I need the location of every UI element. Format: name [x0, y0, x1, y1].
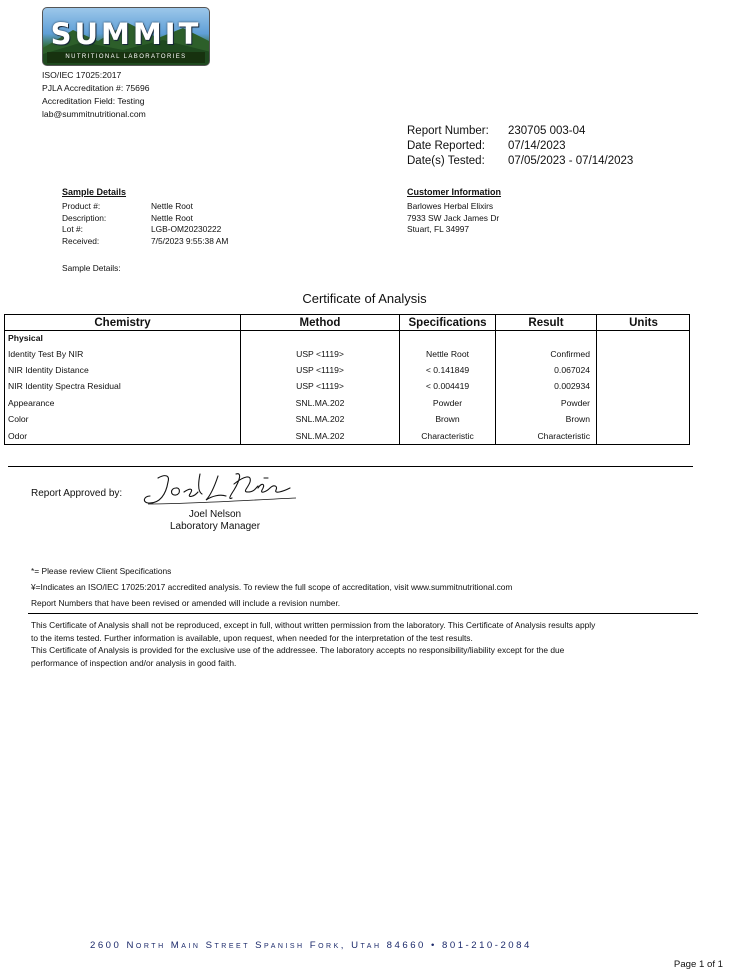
disclaimer: [31, 619, 721, 669]
approver: [150, 509, 280, 532]
logo-wordmark: SUMMIT: [50, 17, 202, 51]
date-reported: 07/14/2023: [508, 140, 566, 152]
method: SNL.MA.202: [295, 431, 345, 441]
analyte: Odor: [8, 431, 28, 441]
customer-line: Barlowes Herbal Elixirs: [407, 201, 494, 211]
note-line: Report Numbers that have been revised or amended will include a revision number.: [31, 598, 341, 608]
col-chemistry: Chemistry: [94, 317, 151, 329]
accreditation-line: ISO/IEC 17025:2017: [42, 70, 122, 80]
customer-line: 7933 SW Jack James Dr: [407, 212, 500, 223]
method: USP <1119>: [296, 349, 344, 359]
analyte: Color: [8, 414, 29, 424]
coa-title: Certificate of Analysis: [302, 291, 427, 306]
accreditation-line: PJLA Accreditation #: 75696: [42, 83, 150, 93]
field-value: Nettle Root: [151, 201, 193, 211]
analyte: Appearance: [8, 398, 55, 408]
divider: [28, 613, 698, 614]
note-line: *= Please review Client Specifications: [31, 566, 172, 576]
analyte: Identity Test By NIR: [8, 349, 84, 359]
field-value: Nettle Root: [151, 212, 193, 223]
method: USP <1119>: [296, 365, 344, 375]
report-info: [407, 124, 707, 172]
analyte: NIR Identity Spectra Residual: [8, 381, 121, 391]
method: USP <1119>: [296, 381, 344, 391]
disclaimer-line: This Certificate of Analysis is provided for the exclusive use of the addressee. The laboratory accepts no responsibility/liability except for the due: [31, 645, 565, 656]
field-value: 7/5/2023 9:55:38 AM: [151, 235, 229, 246]
approval-label: Report Approved by:: [31, 488, 123, 499]
accreditation-line: lab@summitnutritional.com: [42, 109, 146, 119]
analyte: NIR Identity Distance: [8, 365, 89, 375]
lab-address: 2600 North Main Street Spanish Fork, Utah 84660 • 801-210-2084: [90, 940, 532, 951]
customer-line: Stuart, FL 34997: [407, 224, 470, 234]
approver-name: Joel Nelson: [188, 509, 242, 520]
method: SNL.MA.202: [295, 414, 345, 424]
section-label: Physical: [8, 333, 43, 343]
field-label: Product #:: [62, 201, 101, 211]
customer-info-heading: Customer Information: [407, 187, 502, 197]
report-number: 230705 003-04: [508, 125, 586, 137]
field-value: LGB-OM20230222: [151, 224, 222, 234]
col-units: Units: [629, 317, 658, 329]
accreditation-block: [42, 69, 150, 121]
col-result: Result: [528, 317, 564, 329]
result: 0.002934: [554, 381, 590, 391]
table-header-row: [5, 315, 689, 331]
specification: Brown: [435, 414, 460, 424]
result: Powder: [560, 398, 590, 408]
logo-tagline: NUTRITIONAL LABORATORIES: [47, 52, 205, 63]
divider: [8, 466, 693, 467]
disclaimer-line: performance of inspection and/or analysis in good faith.: [31, 657, 237, 668]
approver-title: Laboratory Manager: [169, 520, 261, 532]
field-label: Lot #:: [62, 224, 83, 234]
sample-details-heading: Sample Details: [62, 187, 127, 197]
accreditation-line: Accreditation Field: Testing: [42, 96, 145, 106]
sample-details-label: Sample Details:: [62, 263, 121, 273]
note-line: ¥=Indicates an ISO/IEC 17025:2017 accredited analysis. To review the full scope of accreditation, visit www.summitnutritional.com: [31, 582, 513, 592]
specification: < 0.004419: [425, 381, 470, 391]
dates-tested: 07/05/2023 - 07/14/2023: [508, 155, 634, 167]
field-label: Description:: [62, 212, 107, 223]
result: 0.067024: [554, 365, 590, 375]
dates-tested-label: Date(s) Tested:: [407, 155, 485, 167]
sample-details: [62, 201, 302, 249]
result: Brown: [565, 414, 590, 424]
summit-logo: [42, 7, 210, 66]
signature: [140, 470, 300, 512]
notes: [31, 565, 711, 610]
specification: Powder: [432, 398, 463, 408]
field-label: Received:: [62, 235, 100, 246]
result: Characteristic: [537, 431, 590, 441]
method: SNL.MA.202: [295, 398, 345, 408]
customer-info: [407, 201, 499, 236]
col-specifications: Specifications: [408, 317, 487, 329]
col-method: Method: [299, 317, 341, 329]
specification: < 0.141849: [425, 365, 470, 375]
result: Confirmed: [550, 349, 590, 359]
specification: Nettle Root: [426, 349, 469, 359]
report-number-label: Report Number:: [407, 125, 489, 137]
coa-table: [4, 314, 690, 445]
disclaimer-line: to the items tested. Further information is available, upon request, when needed for the interpretation of the test results.: [31, 632, 473, 643]
specification: Characteristic: [421, 431, 474, 441]
date-reported-label: Date Reported:: [407, 140, 485, 152]
disclaimer-line: This Certificate of Analysis shall not be reproduced, except in full, without written permission from the laboratory. This Certificate of Analysis results apply: [31, 620, 596, 630]
page-number: Page 1 of 1: [673, 959, 723, 970]
